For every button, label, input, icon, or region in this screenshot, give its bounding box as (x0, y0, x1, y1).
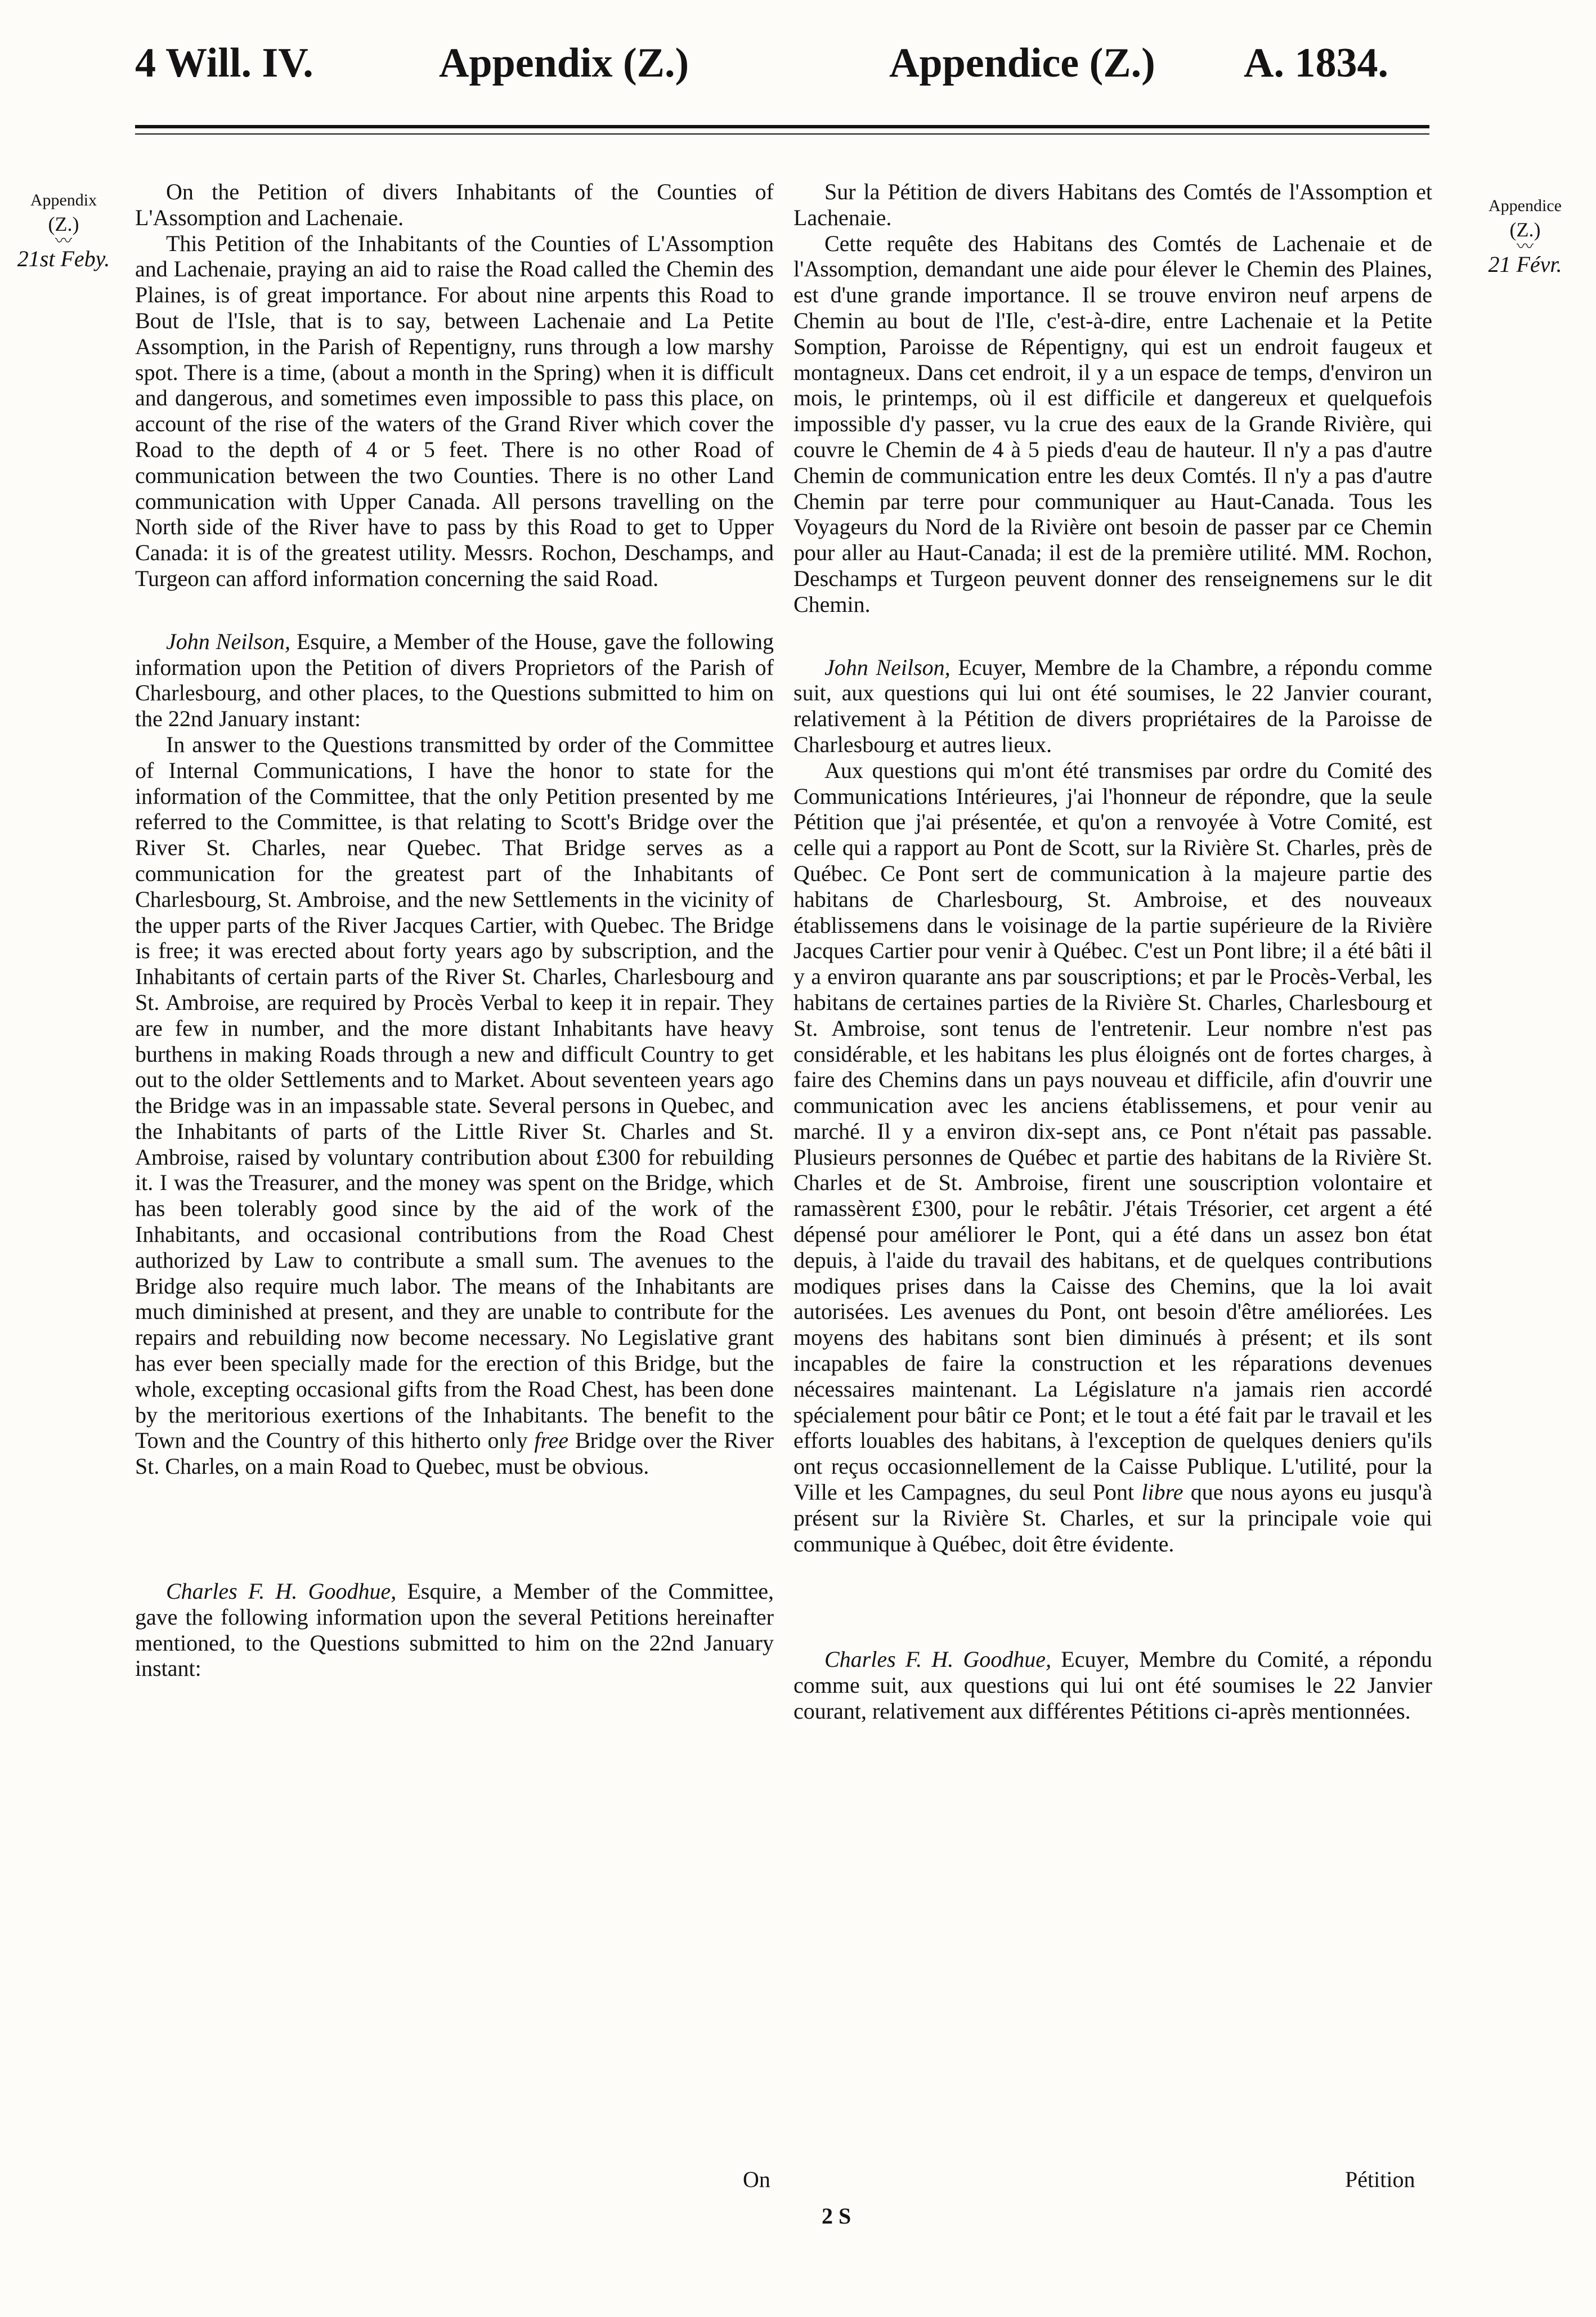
petition-heading-fr: Sur la Pétition de divers Habitans des Comtés de l'Assomption et Lachenaie. (793, 179, 1432, 230)
margin-note-left (10, 189, 117, 271)
neilson-answer-en: In answer to the Questions transmitted by order of the Committee of Internal Communications, I have the honor to state for the information of the Committee, that the only Petition presented by me referred to the Committee, is that relating to Scott's Bridge over the River St. Charles, near Quebec. That Bridge serves as a communication for the greatest part of the Inhabitants of Charlesbourg, St. Ambroise, and the new Settlements in the vicinity of the upper parts of the River Jacques Cartier, with Quebec. The Bridge is free; it was erected about forty years ago by subscription, and the Inhabitants of certain parts of the River St. Charles, Charlesbourg and St. Ambroise, are required by Procès Verbal to keep it in repair. They are few in number, and the more distant Inhabitants have heavy burthens in making Roads through a new and difficult Country to get out to the older Settlements and to Market. About seventeen years ago the Bridge was in an impassable state. Several persons in Quebec, and the Inhabitants of parts of the Little River St. Charles and St. Ambroise, raised by voluntary contribution about £300 for rebuilding it. I was the Treasurer, and the money was spent on the Bridge, which has been tolerably good since by the aid of the work of the Inhabitants, and occasional contributions from the Road Chest authorized by Law to contribute a small sum. The avenues to the Bridge also require much labor. The means of the Inhabitants are much diminished at present, and they are unable to contribute for the repairs and rebuilding now become necessary. No Legislative grant has ever been specially made for the erection of this Bridge, but the whole, excepting occasional gifts from the Road Chest, has been done by the meritorious exertions of the Inhabitants. The benefit to the Town and the Country of this hitherto only free Bridge over the River St. Charles, on a main Road to Quebec, must be obvious. (135, 731, 774, 1479)
english-column (135, 179, 774, 1681)
petition-report-en: This Petition of the Inhabitants of the Counties of L'Assomption and Lachenaie, praying an aid to raise the Road called the Chemin des Plaines, is of great importance. For about nine arpents this Road to Bout de l'Isle, that is to say, between Lachenaie and La Petite Assomption, in the Parish of Repentigny, runs through a low marshy spot. There is a time, (about a month in the Spring) when it is difficult and dangerous, and sometimes even impossible to pass this place, on account of the rise of the waters of the Grand River which cover the Road to the depth of 4 or 5 feet. There is no other Road of communication between the two Counties. There is no other Land communication with Upper Canada. All persons travelling on the North side of the River have to pass by this Road to get to Upper Canada: it is of the greatest utility. Messrs. Rochon, Deschamps, and Turgeon can afford information concerning the said Road. (135, 230, 774, 591)
margin-note-appendix-letter: (Z.) (1509, 218, 1541, 241)
member-name: Charles F. H. Goodhue, (166, 1578, 397, 1604)
margin-note-label: Appendix (30, 191, 97, 209)
goodhue-intro-en: Charles F. H. Goodhue, Esquire, a Member of the Committee, gave the following information upon the several Petitions hereinafter mentioned, to the Questions submitted to him on the 22nd January instant: (135, 1578, 774, 1681)
margin-note-right (1463, 194, 1587, 276)
member-name: John Neilson, (166, 628, 291, 654)
margin-note-date: 21st Feby. (17, 246, 110, 271)
goodhue-intro-fr: Charles F. H. Goodhue, Ecuyer, Membre du Comité, a répondu comme suit, aux questions qui lui ont été soumises le 22 Janvier courant, relativement aux différentes Pétitions ci-après mentionnées. (793, 1647, 1432, 1724)
header-appendix-en: Appendix (Z.) (439, 40, 689, 86)
header-year: A. 1834. (1244, 40, 1388, 86)
margin-note-label: Appendice (1489, 196, 1562, 215)
neilson-intro-en: John Neilson, Esquire, a Member of the House, gave the following information upon the Petition of divers Proprietors of the Parish of Charlesbourg, and other places, to the Questions submitted to him on the 22nd January instant: (135, 628, 774, 732)
emphasis-libre: libre (1141, 1479, 1183, 1505)
member-name: John Neilson, (824, 654, 951, 680)
neilson-intro-fr: John Neilson, Ecuyer, Membre de la Chambre, a répondu comme suit, aux questions qui lui ont été soumises, le 22 Janvier courant, relativement à la Pétition de divers propriétaires de la Paroisse de Charlesbourg et autres lieux. (793, 654, 1432, 757)
petition-heading-en: On the Petition of divers Inhabitants of the Counties of L'Assomption and Lachenaie. (135, 179, 774, 230)
catchword-en: On (743, 2167, 770, 2192)
header-appendix-fr: Appendice (Z.) (889, 40, 1155, 86)
header-rule (135, 125, 1429, 128)
french-column (793, 179, 1432, 1724)
signature-mark: 2 S (822, 2203, 851, 2229)
header-regnal-year: 4 Will. IV. (135, 40, 313, 86)
petition-report-fr: Cette requête des Habitans des Comtés de Lachenaie et de l'Assomption, demandant une aide pour élever le Chemin des Plaines, est d'une grande importance. Il se trouve environ neuf arpens de Chemin au bout de l'Ile, c'est-à-dire, entre Lachenaie et la Petite Somption, Paroisse de Répentigny, qui est un endroit faugeux et montagneux. Dans cet endroit, il y a un espace de temps, d'environ un mois, le printemps, où il est difficile et dangereux et quelquefois impossible d'y passer, vu la crue des eaux de la Grande Rivière, qui couvre le Chemin de 4 à 5 pieds d'eau de hauteur. Il n'y a pas d'autre Chemin de communication entre les deux Comtés. Il n'y a pas d'autre Chemin par terre pour communiquer au Haut-Canada. Tous les Voyageurs du Nord de la Rivière ont besoin de passer par ce Chemin pour aller au Haut-Canada; il est de la première utilité. MM. Rochon, Deschamps et Turgeon peuvent donner des renseignemens sur le dit Chemin. (793, 230, 1432, 617)
header-rule-thin (135, 133, 1429, 135)
emphasis-free: free (534, 1428, 569, 1453)
margin-note-date: 21 Févr. (1488, 252, 1562, 277)
catchword-fr: Pétition (1345, 2167, 1415, 2192)
margin-flourish-icon: 〰 (1517, 238, 1534, 256)
neilson-answer-fr: Aux questions qui m'ont été transmises par ordre du Comité des Communications Intérieures, j'ai l'honneur de répondre, que la seule Pétition que j'ai présentée, et qu'on a renvoyée à Votre Comité, est celle qui a rapport au Pont de Scott, sur la Rivière St. Charles, près de Québec. Ce Pont sert de communication à la majeure partie des habitans de Charlesbourg, St. Ambroise, et des nouveaux établissemens dans le voisinage de la partie supérieure de la Rivière Jacques Cartier pour venir à Québec. C'est un Pont libre; il a été bâti il y a environ quarante ans par souscriptions; et par le Procès-Verbal, les habitans de certaines parties de la Rivière St. Charles, Charlesbourg et St. Ambroise, sont tenus de l'entretenir. Leur nombre n'est pas considérable, et les habitans les plus éloignés ont de fortes charges, à faire des Chemins dans un pays nouveau et difficile, afin d'ouvrir une communication avec les anciens établissemens, et pour venir au marché. Il y a environ dix-sept ans, ce Pont n'était pas passable. Plusieurs personnes de Québec et partie des habitans de la Rivière St. Charles et de St. Ambroise, firent une souscription volontaire et ramassèrent £300, pour le rebâtir. J'étais Trésorier, cet argent a été dépensé pour améliorer le Pont, qui a été dans un assez bon état depuis, à l'aide du travail des habitans, et de quelques contributions modiques prises dans la Caisse des Chemins, que la loi avait autorisées. Les avenues du Pont, ont besoin d'être améliorées. Les moyens des habitans sont bien diminués à présent; et ils sont incapables de faire la construction et les réparations devenues nécessaires maintenant. La Législature n'a jamais rien accordé spécialement pour bâtir ce Pont; et le tout a été fait par le travail et les efforts louables des habitans, à l'exception de quelques deniers qu'ils ont reçus occasionnellement de la Caisse Publique. L'utilité, pour la Ville et les Campagnes, du seul Pont libre que nous ayons eu jusqu'à présent sur la Rivière St. Charles, et sur la principale voie qui communique à Québec, doit être évidente. (793, 757, 1433, 1556)
margin-flourish-icon: 〰 (55, 232, 72, 251)
member-name: Charles F. H. Goodhue, (824, 1647, 1052, 1672)
margin-note-appendix-letter: (Z.) (48, 213, 79, 235)
